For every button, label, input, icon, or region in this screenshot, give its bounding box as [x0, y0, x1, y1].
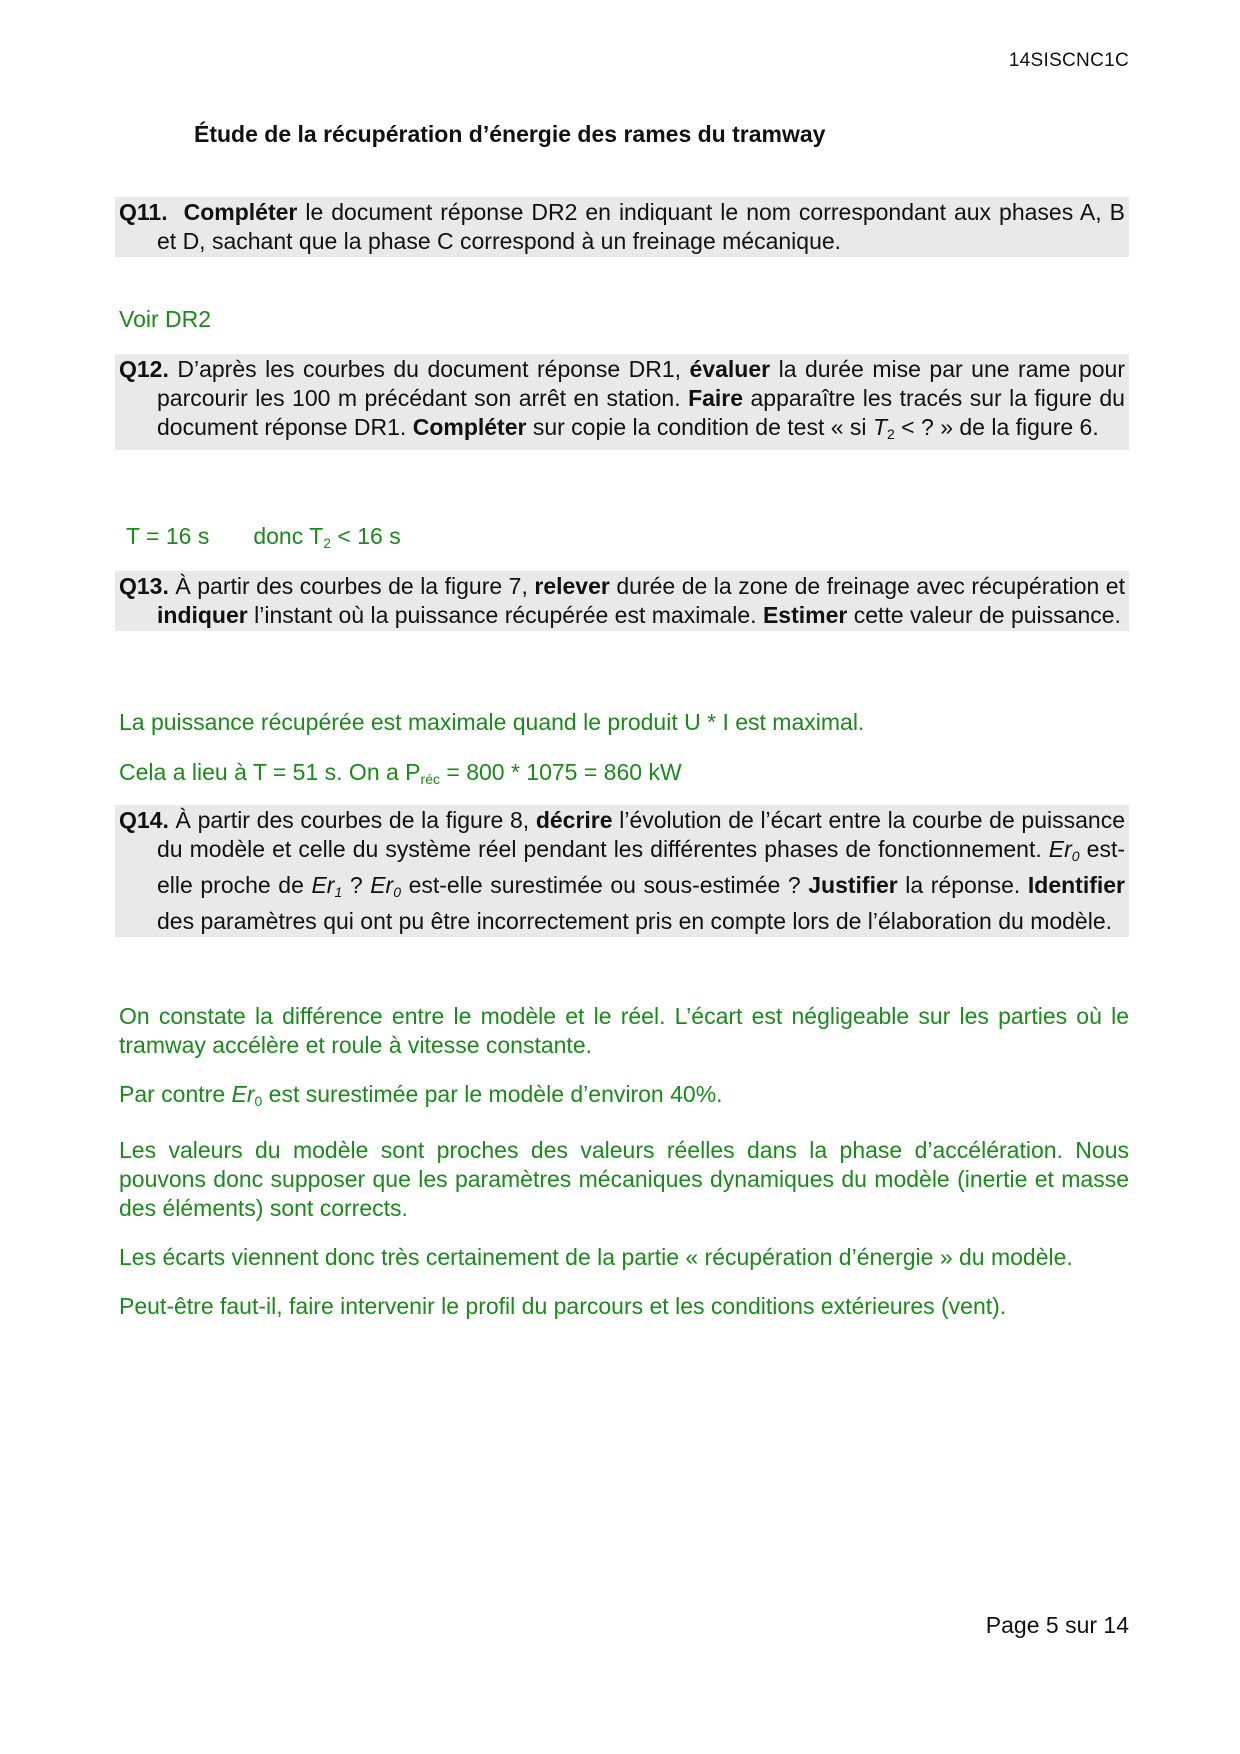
answer-paragraph: Peut-être faut-il, faire intervenir le profil du parcours et les conditions extérieures (vent). [119, 1293, 1007, 1319]
section-heading: Étude de la récupération d’énergie des rames du tramway [194, 121, 826, 147]
instruction-verb: Estimer [762, 602, 848, 628]
question-text: la réponse. [897, 872, 1028, 898]
question-text: des paramètres qui ont pu être incorrectement pris en compte lors de l’élaboration du modèle. [157, 908, 1113, 934]
question-label: Q14. [119, 807, 169, 833]
question-text: D’après les courbes du document réponse DR1, [168, 356, 690, 382]
question-text: l’évolution de l’écart entre la courbe de puissance du modèle et celle du système réel pendant les différentes phases de fonctionnement. [157, 807, 1125, 862]
answer-value: T = 16 s [126, 523, 210, 549]
subscript: 1 [334, 884, 343, 900]
answer-text: Cela a lieu à T = 51 s. On a P [119, 759, 421, 785]
question-text: durée de la zone de freinage avec récupération et [609, 573, 1125, 599]
question-label: Q11. [119, 199, 168, 225]
document-code: 14SISCNC1C [1008, 50, 1129, 71]
subscript: 0 [393, 884, 401, 900]
subscript: 2 [887, 426, 895, 442]
question-label: Q12. [119, 356, 169, 382]
variable: Er [370, 872, 394, 898]
answer-text: = 800 * 1075 = 860 kW [439, 759, 682, 785]
answer-q13 [119, 708, 1129, 794]
question-text: ? [342, 872, 371, 898]
answer-condition: donc T [253, 523, 324, 549]
question-text: est-elle proche de [157, 836, 1125, 898]
answer-paragraph: Les écarts viennent donc très certainement de la partie « récupération d’énergie » du modèle. [119, 1244, 1073, 1270]
question-q14 [115, 805, 1129, 937]
instruction-verb: évaluer [689, 356, 771, 382]
question-text: À partir des courbes de la figure 7, [168, 573, 535, 599]
instruction-verb: décrire [535, 807, 613, 833]
answer-q14 [119, 1002, 1129, 1321]
subscript: 2 [323, 535, 332, 551]
answer-q12 [126, 522, 1136, 558]
question-text: < ? » de la figure 6. [894, 414, 1099, 440]
variable: Er [1048, 836, 1072, 862]
instruction-verb: Compléter [183, 199, 298, 225]
question-text: apparaître les tracés sur la figure du document réponse DR1. [157, 385, 1125, 440]
answer-text: La puissance récupérée est maximale quand le produit U * I est maximal. [119, 709, 865, 735]
answer-text: Par contre [119, 1081, 232, 1107]
answer-condition: < 16 s [331, 523, 401, 549]
question-text: est-elle surestimée ou sous-estimée ? [401, 872, 809, 898]
question-q12 [115, 354, 1129, 450]
answer-q11 [119, 305, 1129, 334]
subscript: 0 [1071, 848, 1080, 864]
instruction-verb: relever [534, 573, 610, 599]
question-text: cette valeur de puissance. [847, 602, 1121, 628]
instruction-verb: indiquer [157, 602, 248, 628]
subscript: 0 [254, 1093, 263, 1109]
question-text: la durée mise par une rame pour parcourir les 100 m précédant son arrêt en station. [157, 356, 1125, 411]
instruction-verb: Justifier [808, 872, 898, 898]
question-text: sur copie la condition de test « si [526, 414, 873, 440]
answer-paragraph: Les valeurs du modèle sont proches des valeurs réelles dans la phase d’accélération. Nous pouvons donc supposer que les paramètres mécaniques dynamiques du modèle (inertie et masse des éléments) sont corrects. [119, 1137, 1129, 1221]
page-number: Page 5 sur 14 [985, 1612, 1129, 1638]
answer-text: est surestimée par le modèle d’environ 40%. [262, 1081, 723, 1107]
instruction-verb: Identifier [1027, 872, 1125, 898]
variable: Er [311, 872, 335, 898]
question-text: le document réponse DR2 en indiquant le nom correspondant aux phases A, B et D, sachant que la phase C correspond à un freinage mécanique. [157, 199, 1125, 254]
answer-paragraph: On constate la différence entre le modèle et le réel. L’écart est négligeable sur les parties où le tramway accélère et roule à vitesse constante. [119, 1003, 1129, 1058]
question-text: À partir des courbes de la figure 8, [168, 807, 536, 833]
question-q11 [115, 197, 1129, 257]
answer-text: Voir DR2 [119, 306, 212, 332]
instruction-verb: Faire [688, 385, 744, 411]
instruction-verb: Compléter [412, 414, 527, 440]
variable: T [872, 414, 887, 440]
question-q13 [115, 571, 1129, 631]
question-label: Q13. [119, 573, 169, 599]
variable: Er [231, 1081, 255, 1107]
subscript: réc [420, 771, 440, 787]
question-text: l’instant où la puissance récupérée est maximale. [247, 602, 763, 628]
